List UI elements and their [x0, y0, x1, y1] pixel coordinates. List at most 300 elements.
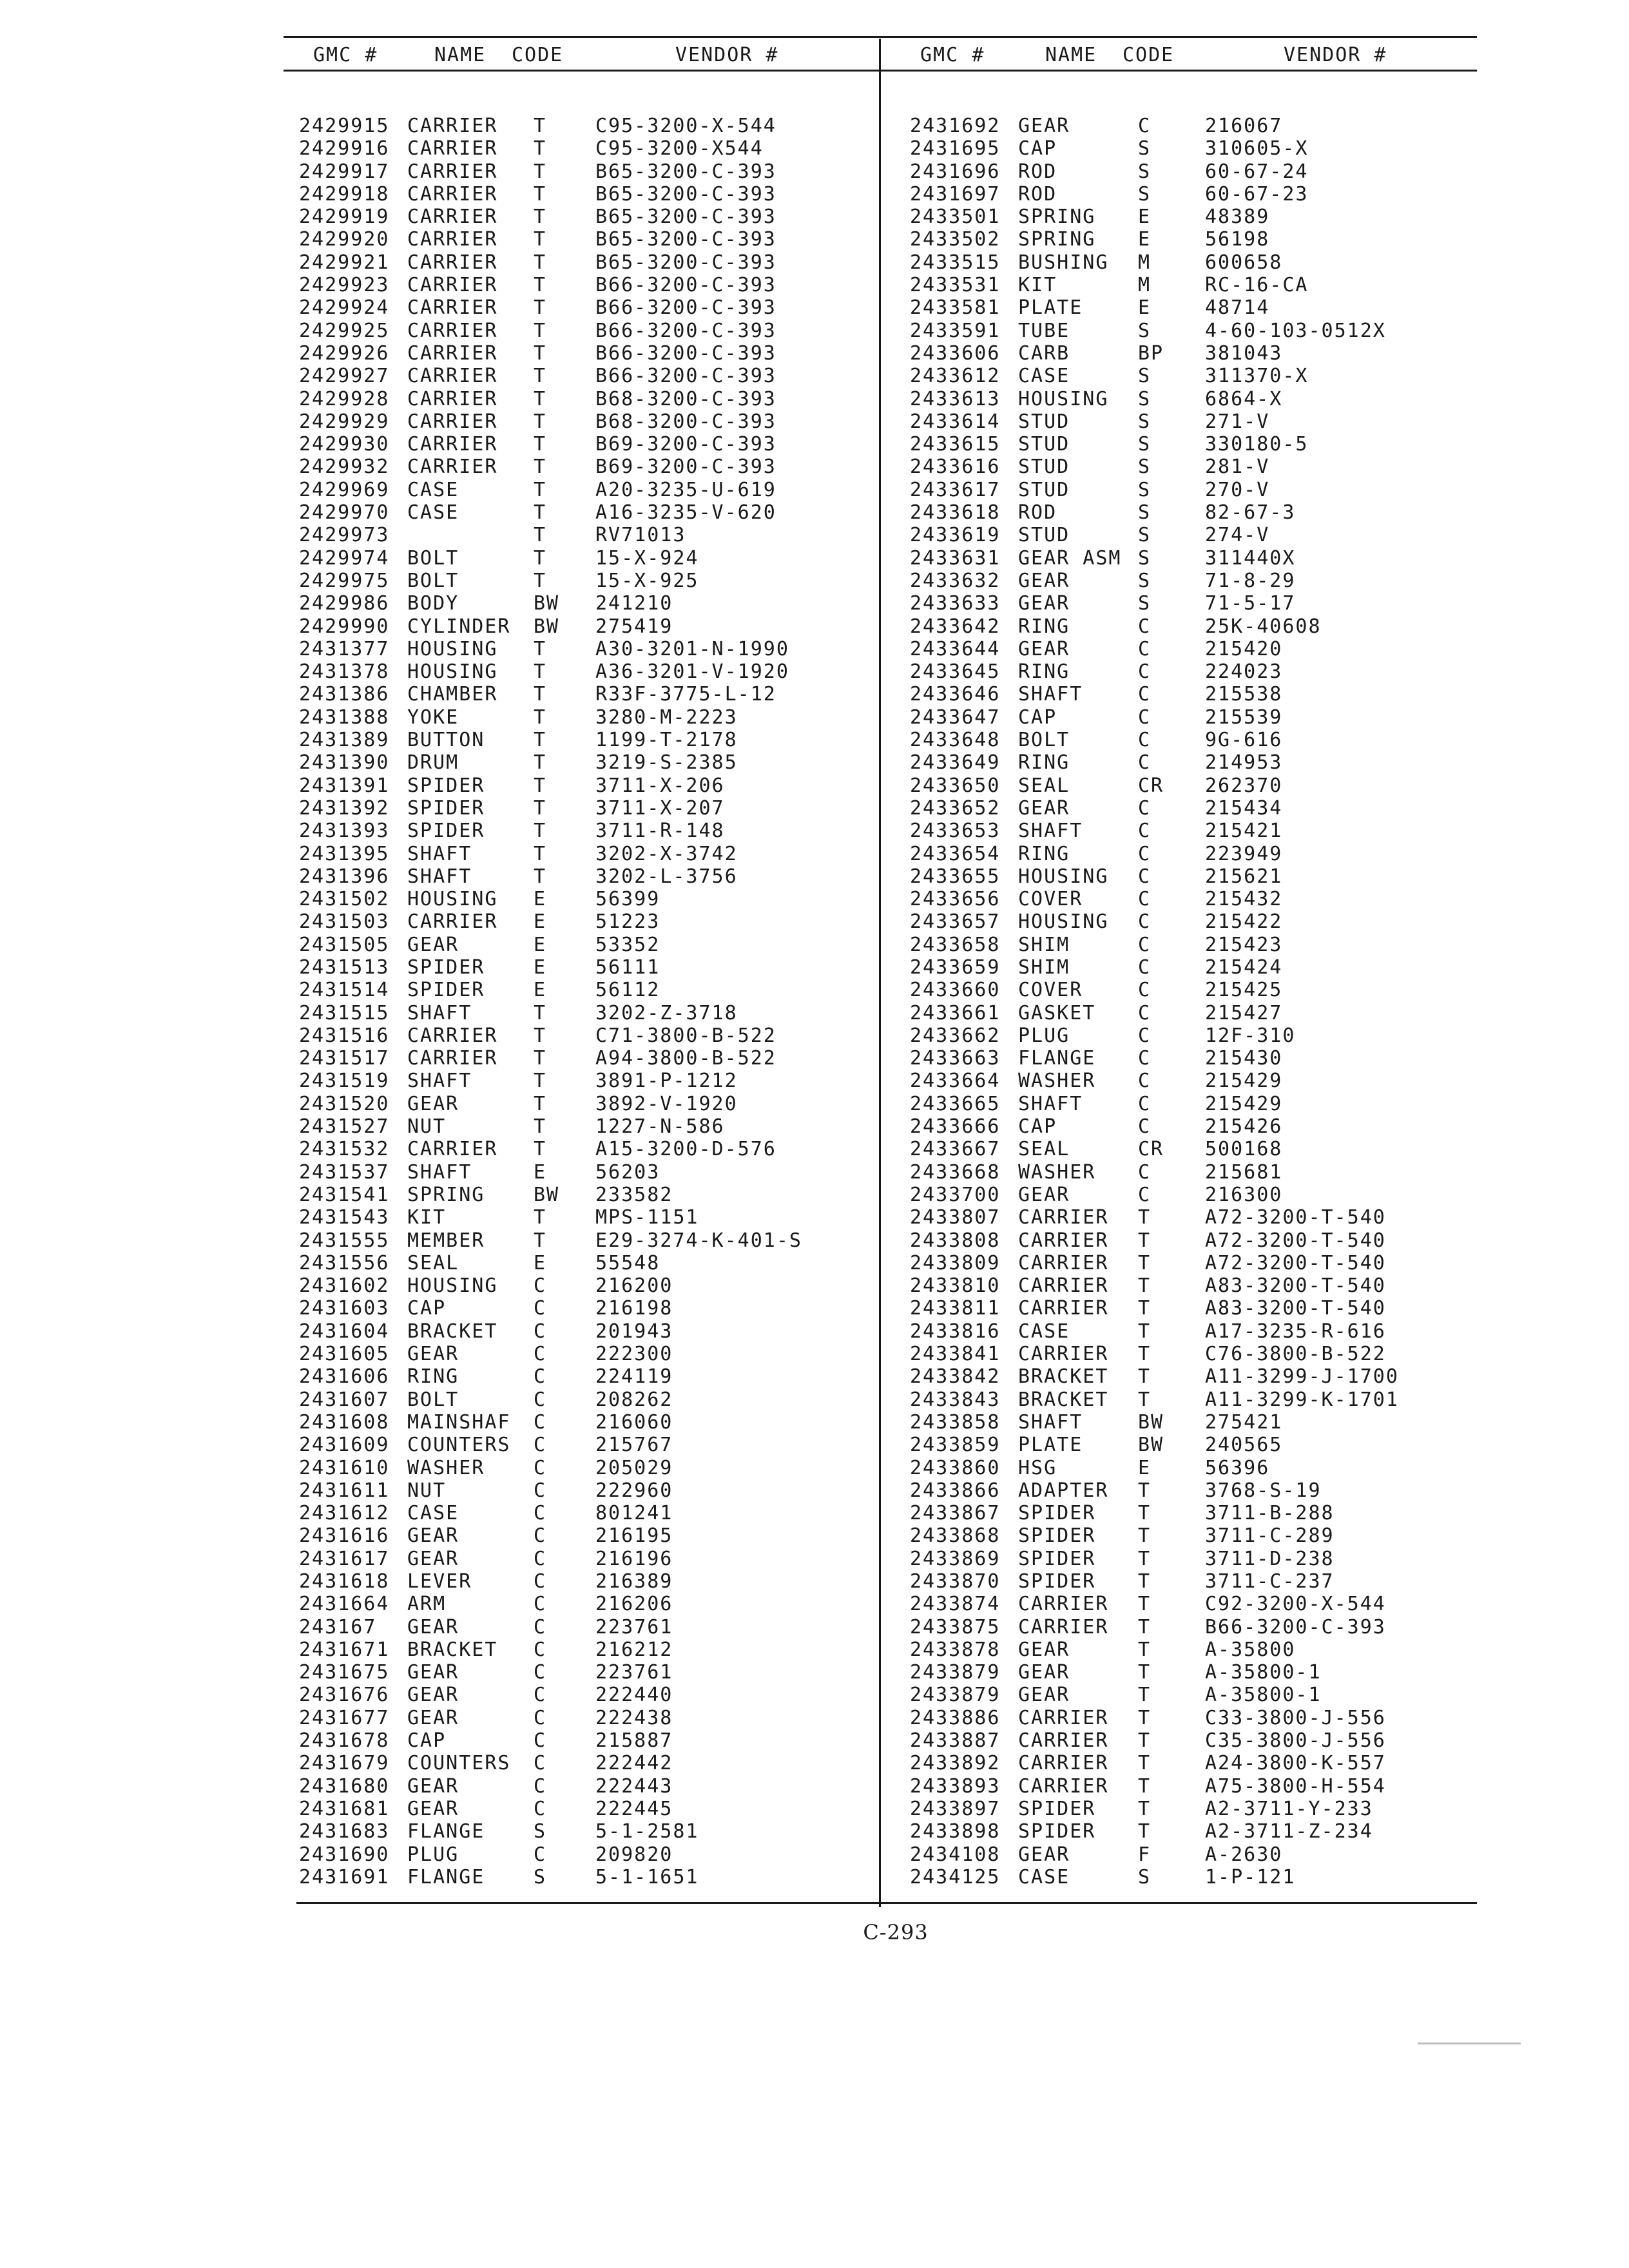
gmc-number: 2431532 — [299, 1138, 390, 1161]
table-row — [910, 320, 1477, 342]
table-row — [910, 660, 1477, 683]
table-row — [299, 479, 866, 501]
gmc-number: 2433618 — [910, 501, 1001, 524]
vendor-code: C — [1138, 933, 1152, 956]
table-row — [910, 388, 1477, 410]
vendor-code: C — [1138, 706, 1152, 729]
gmc-number: 2433615 — [910, 433, 1001, 456]
table-row — [910, 1093, 1477, 1115]
vendor-number: 56396 — [1205, 1456, 1270, 1479]
vendor-number: C95-3200-X-544 — [595, 115, 776, 137]
part-name: GEAR — [407, 1524, 459, 1548]
gmc-number: 2433501 — [910, 206, 1001, 229]
header-vendor: VENDOR # — [1284, 44, 1387, 66]
scan-mark — [1418, 2042, 1521, 2044]
vendor-number: B68-3200-C-393 — [595, 410, 776, 433]
table-row — [299, 1115, 866, 1138]
table-row — [299, 1161, 866, 1184]
vendor-code: T — [534, 341, 547, 365]
part-name: CAP — [407, 1729, 447, 1753]
vendor-code: C — [534, 1774, 547, 1798]
vendor-code: T — [534, 796, 547, 820]
vendor-code: BW — [534, 615, 560, 638]
table-row — [910, 274, 1477, 296]
vendor-code: T — [534, 729, 547, 752]
vendor-code: T — [1138, 1752, 1152, 1775]
gmc-number: 2429930 — [299, 433, 390, 456]
vendor-number: 15-X-925 — [595, 569, 699, 592]
gmc-number: 2431676 — [299, 1684, 390, 1707]
table-row — [299, 1343, 866, 1365]
vendor-code: T — [534, 296, 547, 320]
gmc-number: 2431611 — [299, 1479, 390, 1502]
vendor-code: T — [534, 501, 547, 524]
vendor-code: C — [534, 1593, 547, 1616]
vendor-number: 216195 — [595, 1524, 673, 1548]
part-name: SHAFT — [407, 1160, 472, 1184]
gmc-number: 2433664 — [910, 1070, 1001, 1093]
vendor-number: 311370-X — [1205, 365, 1309, 388]
table-row — [910, 115, 1477, 137]
table-row — [299, 1320, 866, 1343]
gmc-number: 2429926 — [299, 341, 390, 365]
part-name: CARB — [1018, 341, 1070, 365]
vendor-number: 215424 — [1205, 956, 1283, 979]
table-row — [299, 1866, 866, 1888]
table-row — [910, 524, 1477, 546]
part-name: HOUSING — [407, 1274, 498, 1298]
vendor-number: C92-3200-X-544 — [1205, 1593, 1386, 1616]
vendor-number: 215434 — [1205, 796, 1283, 820]
part-name: TUBE — [1018, 319, 1070, 342]
vendor-number: B65-3200-C-393 — [595, 182, 776, 206]
vendor-number: 56203 — [595, 1160, 660, 1184]
table-row — [910, 1229, 1477, 1252]
part-name: CARRIER — [407, 319, 498, 342]
part-name: SHAFT — [1018, 1410, 1083, 1434]
part-name: ADAPTER — [1018, 1479, 1109, 1502]
gmc-number: 2429986 — [299, 592, 390, 615]
vendor-code: C — [1138, 820, 1152, 843]
vendor-number: 216212 — [595, 1638, 673, 1661]
part-name: FLANGE — [407, 1865, 485, 1888]
vendor-code: E — [534, 1160, 547, 1184]
vendor-code: BW — [1138, 1410, 1164, 1434]
part-name: STUD — [1018, 433, 1070, 456]
vendor-code: T — [534, 660, 547, 684]
vendor-number: 224023 — [1205, 660, 1283, 684]
part-name: SPRING — [1018, 206, 1096, 229]
vendor-code: E — [1138, 296, 1152, 320]
part-name: CAP — [407, 1297, 447, 1320]
table-row — [299, 320, 866, 342]
vendor-code: T — [1138, 1388, 1152, 1411]
table-row — [299, 1843, 866, 1866]
table-row — [910, 910, 1477, 933]
vendor-number: 25K-40608 — [1205, 615, 1322, 638]
vendor-number: 9G-616 — [1205, 729, 1283, 752]
table-row — [910, 1206, 1477, 1229]
part-name: CARRIER — [1018, 1774, 1109, 1798]
part-name: COUNTERS — [407, 1434, 511, 1457]
table-row — [299, 660, 866, 683]
table-row — [299, 1024, 866, 1047]
gmc-number: 2433858 — [910, 1410, 1001, 1434]
vendor-code: T — [1138, 1274, 1152, 1298]
table-row — [910, 570, 1477, 592]
table-row — [299, 751, 866, 774]
table-row — [910, 1866, 1477, 1888]
table-row — [299, 388, 866, 410]
vendor-number: 56198 — [1205, 228, 1270, 251]
vendor-number: E29-3274-K-401-S — [595, 1229, 802, 1252]
table-row — [910, 956, 1477, 979]
vendor-number: 214953 — [1205, 751, 1283, 774]
gmc-number: 2433655 — [910, 865, 1001, 888]
vendor-code: T — [534, 751, 547, 774]
vendor-number: 216060 — [595, 1410, 673, 1434]
vendor-code: C — [1138, 842, 1152, 865]
part-name: CARRIER — [407, 341, 498, 365]
gmc-number: 2431683 — [299, 1820, 390, 1843]
table-row — [299, 1434, 866, 1456]
vendor-number: 216198 — [595, 1297, 673, 1320]
gmc-number: 2431679 — [299, 1752, 390, 1775]
gmc-number: 243167 — [299, 1615, 377, 1639]
vendor-number: R33F-3775-L-12 — [595, 683, 776, 706]
table-row — [910, 1502, 1477, 1524]
header-name: NAME — [434, 44, 487, 66]
gmc-number: 2433870 — [910, 1570, 1001, 1593]
vendor-code: S — [1138, 524, 1152, 547]
vendor-code: C — [1138, 1183, 1152, 1206]
part-name: SPIDER — [407, 774, 485, 797]
vendor-code: S — [1138, 387, 1152, 410]
vendor-code: C — [1138, 751, 1152, 774]
part-name: CASE — [1018, 365, 1070, 388]
gmc-number: 2433868 — [910, 1524, 1001, 1548]
table-row — [299, 456, 866, 478]
gmc-number: 2433642 — [910, 615, 1001, 638]
vendor-number: 223761 — [595, 1661, 673, 1684]
vendor-code: C — [534, 1320, 547, 1343]
vendor-number: A30-3201-N-1990 — [595, 637, 789, 660]
vendor-number: B66-3200-C-393 — [1205, 1615, 1386, 1639]
vendor-number: A72-3200-T-540 — [1205, 1251, 1386, 1274]
vendor-code: C — [534, 1456, 547, 1479]
vendor-number: B66-3200-C-393 — [595, 341, 776, 365]
part-name: CARRIER — [407, 228, 498, 251]
vendor-number: C33-3800-J-556 — [1205, 1706, 1386, 1729]
part-name: CAP — [1018, 1115, 1057, 1139]
part-name: ARM — [407, 1593, 447, 1616]
vendor-number: 215767 — [595, 1434, 673, 1457]
header-gmc: GMC # — [313, 44, 378, 66]
part-name: SPIDER — [407, 956, 485, 979]
part-name: ROD — [1018, 182, 1057, 206]
part-name: GEAR — [407, 1092, 459, 1115]
part-name: BOLT — [407, 569, 459, 592]
vendor-code: C — [534, 1570, 547, 1593]
part-name: SHAFT — [407, 865, 472, 888]
vendor-code: T — [534, 1206, 547, 1229]
vendor-code: T — [1138, 1638, 1152, 1661]
part-name: BRACKET — [407, 1638, 498, 1661]
gmc-number: 2433581 — [910, 296, 1001, 320]
gmc-number: 2431505 — [299, 933, 390, 956]
vendor-code: S — [1138, 1865, 1152, 1888]
vendor-number: B65-3200-C-393 — [595, 160, 776, 183]
gmc-number: 2431395 — [299, 842, 390, 865]
table-row — [910, 1070, 1477, 1092]
gmc-number: 2429932 — [299, 456, 390, 479]
gmc-number: 2431390 — [299, 751, 390, 774]
table-row — [910, 934, 1477, 956]
table-row — [299, 1070, 866, 1092]
vendor-code: E — [534, 979, 547, 1002]
gmc-number: 2433658 — [910, 933, 1001, 956]
vendor-code: T — [534, 206, 547, 229]
part-name: CARRIER — [407, 182, 498, 206]
table-row — [910, 1752, 1477, 1774]
vendor-number: 215681 — [1205, 1160, 1283, 1184]
part-name: GEAR — [1018, 569, 1070, 592]
vendor-code: C — [534, 1638, 547, 1661]
vendor-code: E — [534, 933, 547, 956]
vendor-code: S — [1138, 592, 1152, 615]
table-row — [299, 888, 866, 910]
part-name: SPIDER — [407, 979, 485, 1002]
part-name: GEAR — [1018, 637, 1070, 660]
vendor-code: T — [534, 1138, 547, 1161]
vendor-number: 55548 — [595, 1251, 660, 1274]
part-name: SPRING — [407, 1183, 485, 1206]
vendor-number: 275419 — [595, 615, 673, 638]
part-name: PLUG — [407, 1843, 459, 1866]
vendor-number: 216300 — [1205, 1183, 1283, 1206]
vendor-number: 222438 — [595, 1706, 673, 1729]
vendor-number: 53352 — [595, 933, 660, 956]
column-divider — [879, 39, 881, 1907]
vendor-code: T — [1138, 1729, 1152, 1753]
vendor-number: B66-3200-C-393 — [595, 296, 776, 320]
table-row — [299, 934, 866, 956]
gmc-number: 2431677 — [299, 1706, 390, 1729]
vendor-number: 201943 — [595, 1320, 673, 1343]
vendor-number: 801241 — [595, 1502, 673, 1525]
vendor-number: 215423 — [1205, 933, 1283, 956]
vendor-code: S — [1138, 433, 1152, 456]
table-row — [910, 1616, 1477, 1639]
part-name: COVER — [1018, 888, 1083, 911]
vendor-code: T — [534, 456, 547, 479]
vendor-number: 51223 — [595, 910, 660, 934]
gmc-number: 2433531 — [910, 274, 1001, 297]
gmc-number: 2433874 — [910, 1593, 1001, 1616]
table-row — [910, 1798, 1477, 1820]
vendor-number: 215426 — [1205, 1115, 1283, 1139]
part-name: CASE — [1018, 1320, 1070, 1343]
vendor-number: 215429 — [1205, 1092, 1283, 1115]
part-name: SHIM — [1018, 956, 1070, 979]
gmc-number: 2433665 — [910, 1092, 1001, 1115]
vendor-code: T — [534, 1047, 547, 1070]
vendor-number: 48389 — [1205, 206, 1270, 229]
table-row — [299, 910, 866, 933]
part-name: COVER — [1018, 979, 1083, 1002]
gmc-number: 2431696 — [910, 160, 1001, 183]
gmc-number: 2431386 — [299, 683, 390, 706]
vendor-code: C — [1138, 865, 1152, 888]
table-row — [299, 1684, 866, 1706]
table-row — [910, 1479, 1477, 1502]
part-name: SHAFT — [407, 1070, 472, 1093]
gmc-number: 2429916 — [299, 137, 390, 160]
vendor-code: T — [1138, 1684, 1152, 1707]
vendor-number: 56112 — [595, 979, 660, 1002]
vendor-number: 215420 — [1205, 637, 1283, 660]
gmc-number: 2433898 — [910, 1820, 1001, 1843]
gmc-number: 2431555 — [299, 1229, 390, 1252]
vendor-code: T — [534, 1229, 547, 1252]
part-name: HOUSING — [407, 888, 498, 911]
table-row — [910, 615, 1477, 638]
vendor-code: E — [534, 1251, 547, 1274]
part-name: GASKET — [1018, 1001, 1096, 1024]
part-name: CARRIER — [1018, 1274, 1109, 1298]
part-name: SPRING — [1018, 228, 1096, 251]
part-name: CARRIER — [1018, 1343, 1109, 1366]
vendor-code: E — [534, 888, 547, 911]
part-name: COUNTERS — [407, 1752, 511, 1775]
table-row — [299, 410, 866, 433]
vendor-number: 233582 — [595, 1183, 673, 1206]
vendor-number: 3711-D-238 — [1205, 1547, 1335, 1570]
vendor-number: 274-V — [1205, 524, 1270, 547]
gmc-number: 2431675 — [299, 1661, 390, 1684]
table-row — [299, 228, 866, 251]
gmc-number: 2431618 — [299, 1570, 390, 1593]
top-rule — [284, 36, 1477, 38]
table-row — [910, 1274, 1477, 1297]
part-name: CASE — [407, 478, 459, 501]
vendor-code: S — [1138, 569, 1152, 592]
vendor-code: C — [1138, 910, 1152, 934]
vendor-code: T — [534, 1001, 547, 1024]
table-row — [910, 547, 1477, 570]
part-name: CARRIER — [407, 910, 498, 934]
gmc-number: 2429919 — [299, 206, 390, 229]
table-row — [299, 1502, 866, 1524]
part-name: CARRIER — [1018, 1729, 1109, 1753]
gmc-number: 2431556 — [299, 1251, 390, 1274]
vendor-code: T — [534, 546, 547, 570]
vendor-number: 222442 — [595, 1752, 673, 1775]
vendor-code: BW — [534, 1183, 560, 1206]
table-row — [910, 1002, 1477, 1024]
vendor-code: T — [534, 433, 547, 456]
gmc-number: 2431514 — [299, 979, 390, 1002]
vendor-number: 3711-X-206 — [595, 774, 725, 797]
vendor-code: T — [1138, 1570, 1152, 1593]
part-name: CARRIER — [1018, 1615, 1109, 1639]
vendor-code: C — [1138, 796, 1152, 820]
vendor-code: CR — [1138, 774, 1164, 797]
gmc-number: 2433645 — [910, 660, 1001, 684]
vendor-code: T — [1138, 1774, 1152, 1798]
table-row — [910, 228, 1477, 251]
table-row — [299, 1707, 866, 1729]
vendor-code: T — [534, 637, 547, 660]
vendor-number: 216389 — [595, 1570, 673, 1593]
table-row — [299, 1752, 866, 1774]
gmc-number: 2431527 — [299, 1115, 390, 1139]
gmc-number: 2433663 — [910, 1047, 1001, 1070]
page-number: C-293 — [863, 1920, 929, 1945]
vendor-number: 216206 — [595, 1593, 673, 1616]
vendor-number: B69-3200-C-393 — [595, 433, 776, 456]
part-name: GEAR — [407, 1797, 459, 1820]
vendor-code: F — [1138, 1843, 1152, 1866]
vendor-code: C — [1138, 956, 1152, 979]
gmc-number: 2433807 — [910, 1206, 1001, 1229]
part-name: SPIDER — [407, 820, 485, 843]
gmc-number: 2431388 — [299, 706, 390, 729]
vendor-code: T — [534, 137, 547, 160]
gmc-number: 2429917 — [299, 160, 390, 183]
gmc-number: 2433810 — [910, 1274, 1001, 1298]
vendor-code: C — [534, 1706, 547, 1729]
vendor-number: 3202-L-3756 — [595, 865, 738, 888]
gmc-number: 2433700 — [910, 1183, 1001, 1206]
table-row — [910, 1411, 1477, 1434]
part-name: SPIDER — [1018, 1797, 1096, 1820]
part-name: BRACKET — [1018, 1365, 1109, 1389]
part-name: HOUSING — [407, 660, 498, 684]
gmc-number: 2433657 — [910, 910, 1001, 934]
vendor-code: T — [1138, 1206, 1152, 1229]
vendor-code: T — [534, 706, 547, 729]
table-row — [299, 1524, 866, 1547]
table-row — [910, 1115, 1477, 1138]
part-name: GEAR — [1018, 796, 1070, 820]
gmc-number: 2431612 — [299, 1502, 390, 1525]
gmc-number: 2433660 — [910, 979, 1001, 1002]
table-row — [910, 183, 1477, 206]
right-parts-list — [910, 115, 1477, 1888]
part-name: GEAR — [1018, 1843, 1070, 1866]
vendor-number: 48714 — [1205, 296, 1270, 320]
vendor-number: 3768-S-19 — [1205, 1479, 1322, 1502]
gmc-number: 2431516 — [299, 1024, 390, 1047]
vendor-number: 60-67-23 — [1205, 182, 1309, 206]
vendor-code: CR — [1138, 1138, 1164, 1161]
table-row — [299, 638, 866, 660]
gmc-number: 2433667 — [910, 1138, 1001, 1161]
gmc-number: 2433859 — [910, 1434, 1001, 1457]
table-row — [910, 1320, 1477, 1343]
vendor-number: A75-3800-H-554 — [1205, 1774, 1386, 1798]
vendor-code: T — [534, 842, 547, 865]
vendor-code: T — [534, 228, 547, 251]
part-name: PLATE — [1018, 296, 1083, 320]
vendor-number: B65-3200-C-393 — [595, 251, 776, 274]
part-name: GEAR — [1018, 1661, 1070, 1684]
gmc-number: 2433606 — [910, 341, 1001, 365]
gmc-number: 2434125 — [910, 1865, 1001, 1888]
table-row — [299, 183, 866, 206]
table-row — [910, 1434, 1477, 1456]
